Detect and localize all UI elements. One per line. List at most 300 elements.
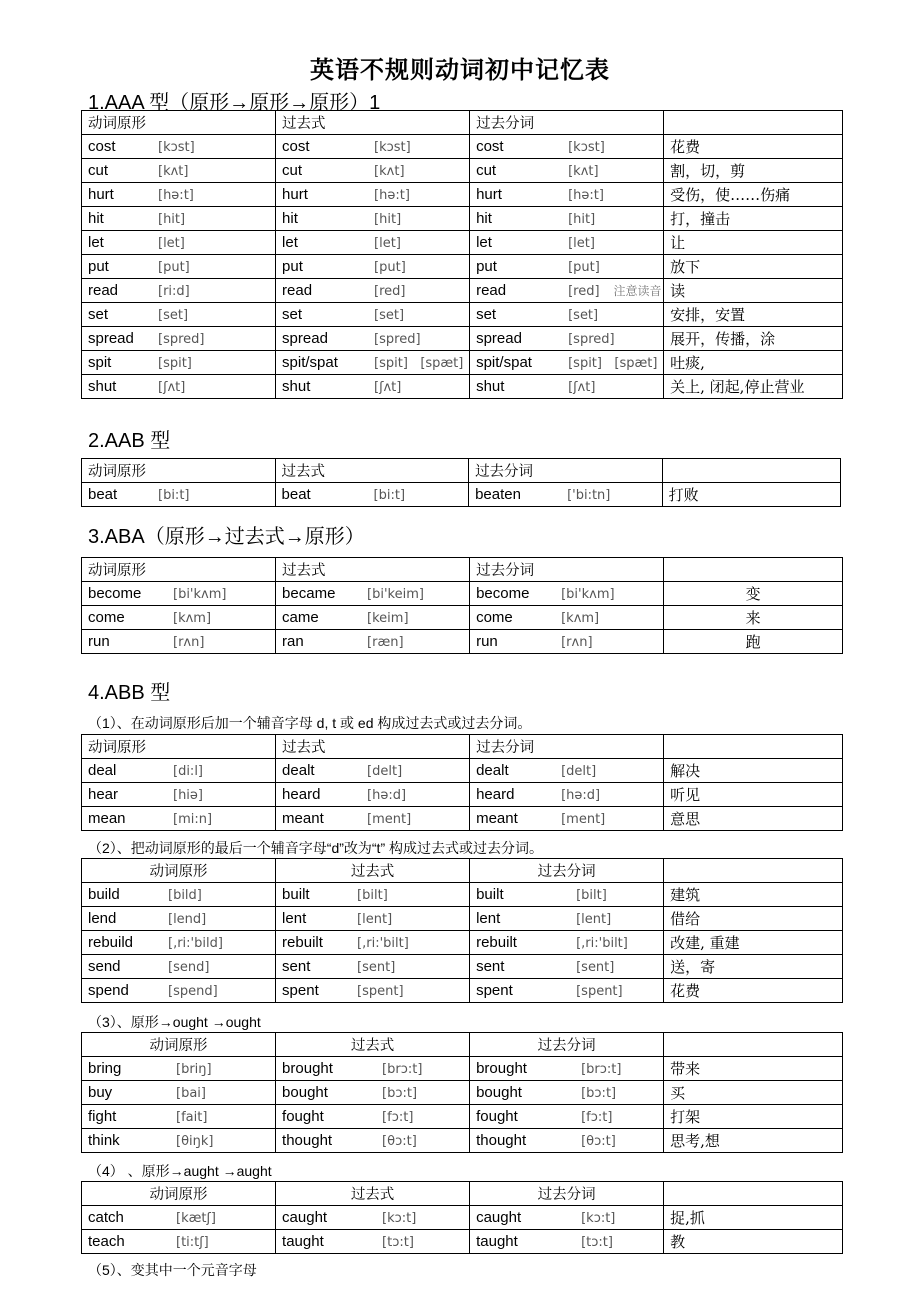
phonetic: [kʌt] <box>374 164 405 179</box>
verb-cell <box>82 783 276 807</box>
verb-cell <box>276 1230 470 1254</box>
column-header <box>664 735 843 759</box>
table-header-row <box>82 1182 843 1206</box>
meaning-cell: 让 <box>664 231 843 255</box>
verb-word: fight <box>88 1108 117 1125</box>
verb-word: cost <box>476 138 504 155</box>
verb-word: set <box>282 306 303 323</box>
meaning-cell: 割，切，剪 <box>664 159 843 183</box>
verb-cell <box>276 1129 470 1153</box>
meaning-cell: 安排，安置 <box>664 303 843 327</box>
phonetic: [bi'keim] <box>367 587 424 602</box>
verb-cell <box>82 606 276 630</box>
verb-cell <box>82 1057 276 1081</box>
verb-cell <box>82 1129 276 1153</box>
table-row <box>82 606 843 630</box>
verb-cell <box>82 1206 276 1230</box>
phonetic: [θiŋk] <box>176 1134 214 1149</box>
verb-cell <box>82 1105 276 1129</box>
verb-word: brought <box>282 1060 333 1077</box>
phonetic: [,ri:'bild] <box>168 936 223 951</box>
phonetic: [θɔ:t] <box>382 1134 417 1149</box>
verb-word: heard <box>282 786 321 803</box>
verb-word: let <box>282 234 298 251</box>
verb-cell <box>470 759 664 783</box>
verb-cell <box>82 207 276 231</box>
phonetic: [set] <box>158 308 189 323</box>
verb-word: beat <box>281 486 311 503</box>
verb-table-abb-3 <box>81 1032 843 1153</box>
verb-cell <box>276 303 470 327</box>
phonetic: [put] <box>568 260 600 275</box>
verb-word: build <box>88 886 120 903</box>
verb-cell <box>276 1057 470 1081</box>
verb-cell <box>276 135 470 159</box>
phonetic: [put] <box>158 260 190 275</box>
verb-cell <box>276 1105 470 1129</box>
verb-cell <box>276 1206 470 1230</box>
verb-cell <box>82 375 276 399</box>
verb-word: heard <box>476 786 515 803</box>
phonetic: [send] <box>168 960 210 975</box>
verb-word: teach <box>88 1233 125 1250</box>
verb-cell <box>276 606 470 630</box>
phonetic: [hit] <box>158 212 186 227</box>
verb-cell <box>470 907 664 931</box>
phonetic: [bai] <box>176 1086 206 1101</box>
verb-word: hurt <box>476 186 502 203</box>
verb-word: mean <box>88 810 126 827</box>
verb-word: hurt <box>282 186 308 203</box>
meaning-cell: 打败 <box>662 483 840 507</box>
phonetic: [spit] [spæt] <box>374 356 464 371</box>
phonetic: [ment] <box>561 812 606 827</box>
phonetic: [ri:d] <box>158 284 190 299</box>
phonetic: [ti:tʃ] <box>176 1235 209 1250</box>
verb-word: shut <box>476 378 505 395</box>
phonetic: [red] <box>568 284 600 299</box>
phonetic: [ment] <box>367 812 412 827</box>
meaning-cell: 买 <box>664 1081 843 1105</box>
verb-word: set <box>476 306 497 323</box>
verb-word: shut <box>88 378 117 395</box>
note-abb-2: （2）、把动词原形的最后一个辅音字母“d”改为“t” 构成过去式或过去分词。 <box>88 840 543 856</box>
note-abb-5: （5）、变其中一个元音字母 <box>88 1262 257 1278</box>
verb-word: send <box>88 958 121 975</box>
verb-word: let <box>476 234 492 251</box>
table-row <box>82 759 843 783</box>
phonetic: [spred] <box>158 332 205 347</box>
table-row <box>82 931 843 955</box>
phonetic: ['bi:tn] <box>567 488 611 503</box>
table-row <box>82 327 843 351</box>
section-heading-aaa: 1.AAA 型（原形→原形→原形）1 <box>88 92 381 114</box>
column-header: 过去分词 <box>470 735 664 759</box>
verb-word: run <box>88 633 110 650</box>
column-header: 过去式 <box>276 558 470 582</box>
table-row <box>82 159 843 183</box>
meaning-cell: 建筑 <box>664 883 843 907</box>
verb-word: became <box>282 585 336 602</box>
phonetic: [spent] <box>576 984 623 999</box>
phonetic: [,ri:'bilt] <box>576 936 628 951</box>
phonetic: [rʌn] <box>561 635 593 650</box>
table-header-row <box>82 735 843 759</box>
meaning-cell: 改建, 重建 <box>664 931 843 955</box>
phonetic: [tɔ:t] <box>382 1235 414 1250</box>
column-header <box>664 859 843 883</box>
verb-word: beat <box>88 486 118 503</box>
verb-table-aab <box>81 458 841 507</box>
phonetic: [briŋ] <box>176 1062 212 1077</box>
verb-word: caught <box>282 1209 328 1226</box>
phonetic: [hə:t] <box>158 188 194 203</box>
phonetic: [delt] <box>367 764 403 779</box>
verb-cell <box>82 303 276 327</box>
note-abb-4: （4） 、原形→aught →aught <box>88 1163 272 1179</box>
verb-word: thought <box>282 1132 333 1149</box>
verb-cell <box>276 582 470 606</box>
verb-word: lent <box>282 910 307 927</box>
phonetic: [brɔ:t] <box>581 1062 622 1077</box>
verb-cell <box>470 159 664 183</box>
verb-cell <box>276 351 470 375</box>
phonetic: [hə:d] <box>367 788 407 803</box>
verb-word: spread <box>88 330 134 347</box>
verb-cell <box>82 759 276 783</box>
meaning-cell: 教 <box>664 1230 843 1254</box>
verb-cell <box>276 907 470 931</box>
column-header: 过去式 <box>276 735 470 759</box>
column-header <box>662 459 840 483</box>
phonetic: [hə:t] <box>568 188 604 203</box>
meaning-cell: 关上, 闭起,停止营业 <box>664 375 843 399</box>
column-header <box>664 1182 843 1206</box>
table-row <box>82 483 841 507</box>
verb-cell <box>82 582 276 606</box>
verb-word: shut <box>282 378 311 395</box>
page-title: 英语不规则动词初中记忆表 <box>310 56 610 84</box>
verb-cell <box>82 183 276 207</box>
phonetic: [kʌm] <box>173 611 212 626</box>
column-header: 过去分词 <box>470 1182 664 1206</box>
phonetic: [rʌn] <box>173 635 205 650</box>
column-header: 过去式 <box>276 1182 470 1206</box>
verb-cell <box>470 807 664 831</box>
meaning-cell: 解决 <box>664 759 843 783</box>
verb-word: come <box>476 609 513 626</box>
verb-word: cut <box>476 162 497 179</box>
table-row <box>82 1129 843 1153</box>
verb-cell <box>470 1230 664 1254</box>
column-header: 过去式 <box>276 859 470 883</box>
verb-table-aaa <box>81 110 843 399</box>
table-row <box>82 231 843 255</box>
verb-cell <box>82 979 276 1003</box>
verb-cell <box>82 159 276 183</box>
phonetic: [kɔst] <box>158 140 195 155</box>
phonetic: [keim] <box>367 611 409 626</box>
table-row <box>82 255 843 279</box>
verb-cell <box>82 931 276 955</box>
table-header-row <box>82 1033 843 1057</box>
verb-word: caught <box>476 1209 522 1226</box>
verb-cell <box>82 1081 276 1105</box>
phonetic: [set] <box>374 308 405 323</box>
phonetic: [spend] <box>168 984 218 999</box>
column-header: 过去式 <box>275 459 469 483</box>
meaning-cell: 变 <box>664 582 843 606</box>
verb-cell <box>82 955 276 979</box>
verb-word: beaten <box>475 486 521 503</box>
verb-table-abb-1 <box>81 734 843 831</box>
phonetic: [spit] [spæt] <box>568 356 658 371</box>
verb-cell <box>276 255 470 279</box>
verb-table-abb-2 <box>81 858 843 1003</box>
column-header: 过去分词 <box>470 1033 664 1057</box>
verb-cell <box>470 183 664 207</box>
phonetic: [kætʃ] <box>176 1211 216 1226</box>
verb-word: run <box>476 633 498 650</box>
table-header-row <box>82 459 841 483</box>
verb-cell <box>470 1057 664 1081</box>
verb-word: built <box>282 886 310 903</box>
verb-word: read <box>282 282 313 299</box>
phonetic: [bi:t] <box>373 488 406 503</box>
verb-cell <box>470 351 664 375</box>
phonetic: [fɔ:t] <box>581 1110 613 1125</box>
verb-cell <box>82 135 276 159</box>
meaning-cell: 吐痰, <box>664 351 843 375</box>
verb-word: cut <box>88 162 109 179</box>
verb-word: cost <box>88 138 116 155</box>
verb-cell <box>82 255 276 279</box>
phonetic: [kʌt] <box>568 164 599 179</box>
meaning-cell: 花费 <box>664 135 843 159</box>
phonetic: [bɔ:t] <box>581 1086 617 1101</box>
meaning-cell: 花费 <box>664 979 843 1003</box>
phonetic: [kɔ:t] <box>581 1211 616 1226</box>
verb-word: fought <box>282 1108 324 1125</box>
verb-cell <box>470 1129 664 1153</box>
table-row <box>82 207 843 231</box>
verb-word: read <box>88 282 119 299</box>
verb-word: sent <box>282 958 311 975</box>
phonetic: [spred] <box>374 332 421 347</box>
phonetic: [θɔ:t] <box>581 1134 616 1149</box>
phonetic: [put] <box>374 260 406 275</box>
verb-cell <box>470 1206 664 1230</box>
verb-cell <box>470 1081 664 1105</box>
verb-word: deal <box>88 762 117 779</box>
table-row <box>82 955 843 979</box>
verb-cell <box>276 231 470 255</box>
verb-cell <box>276 931 470 955</box>
verb-cell <box>470 931 664 955</box>
phonetic: [ʃʌt] <box>568 380 596 395</box>
phonetic: [lent] <box>576 912 612 927</box>
verb-cell <box>276 207 470 231</box>
meaning-cell: 来 <box>664 606 843 630</box>
verb-word: meant <box>282 810 324 827</box>
verb-word: bought <box>476 1084 522 1101</box>
verb-word: become <box>88 585 142 602</box>
verb-cell <box>276 759 470 783</box>
phonetic: [tɔ:t] <box>581 1235 613 1250</box>
verb-cell <box>82 279 276 303</box>
column-header: 过去分词 <box>470 859 664 883</box>
verb-cell <box>276 375 470 399</box>
verb-cell <box>470 979 664 1003</box>
phonetic: [hə:d] <box>561 788 601 803</box>
table-row <box>82 1230 843 1254</box>
verb-cell <box>470 135 664 159</box>
meaning-cell: 受伤，使……伤痛 <box>664 183 843 207</box>
table-row <box>82 183 843 207</box>
verb-cell <box>470 207 664 231</box>
phonetic: [bild] <box>168 888 202 903</box>
verb-word: hear <box>88 786 119 803</box>
verb-cell <box>276 883 470 907</box>
phonetic: [hə:t] <box>374 188 410 203</box>
verb-cell <box>470 303 664 327</box>
verb-cell <box>470 327 664 351</box>
phonetic: [brɔ:t] <box>382 1062 423 1077</box>
verb-cell <box>470 630 664 654</box>
meaning-cell: 借给 <box>664 907 843 931</box>
column-header: 动词原形 <box>82 735 276 759</box>
meaning-cell: 捉,抓 <box>664 1206 843 1230</box>
phonetic: [kɔst] <box>374 140 411 155</box>
table-row <box>82 303 843 327</box>
phonetic: [,ri:'bilt] <box>357 936 409 951</box>
verb-word: spit <box>88 354 112 371</box>
verb-word: came <box>282 609 319 626</box>
verb-cell <box>470 783 664 807</box>
verb-word: become <box>476 585 530 602</box>
table-header-row <box>82 859 843 883</box>
verb-cell <box>470 606 664 630</box>
phonetic: [bi'kʌm] <box>173 587 227 602</box>
verb-word: put <box>282 258 303 275</box>
table-row <box>82 1206 843 1230</box>
verb-cell <box>470 279 664 303</box>
verb-cell <box>82 1230 276 1254</box>
table-row <box>82 883 843 907</box>
phonetic: [ræn] <box>367 635 404 650</box>
phonetic: [hit] <box>374 212 402 227</box>
verb-word: spit/spat <box>476 354 532 371</box>
verb-cell <box>82 630 276 654</box>
verb-cell <box>470 955 664 979</box>
table-row <box>82 582 843 606</box>
table-header-row <box>82 558 843 582</box>
column-header: 动词原形 <box>82 111 276 135</box>
verb-word: dealt <box>282 762 315 779</box>
verb-word: meant <box>476 810 518 827</box>
meaning-cell: 读 <box>664 279 843 303</box>
phonetic: [fɔ:t] <box>382 1110 414 1125</box>
phonetic: [spred] <box>568 332 615 347</box>
note-abb-3: （3）、原形→ought →ought <box>88 1014 261 1030</box>
verb-word: bought <box>282 1084 328 1101</box>
verb-table-aba <box>81 557 843 654</box>
meaning-cell: 送，寄 <box>664 955 843 979</box>
meaning-cell: 打，撞击 <box>664 207 843 231</box>
table-row <box>82 630 843 654</box>
phonetic: [bilt] <box>576 888 607 903</box>
column-header <box>664 558 843 582</box>
verb-cell <box>276 183 470 207</box>
phonetic: [spit] <box>158 356 192 371</box>
verb-cell <box>470 1105 664 1129</box>
section-heading-aab: 2.AAB 型 <box>88 430 171 452</box>
verb-word: buy <box>88 1084 113 1101</box>
meaning-cell: 展开，传播，涂 <box>664 327 843 351</box>
verb-word: read <box>476 282 507 299</box>
phonetic: [let] <box>374 236 401 251</box>
phonetic: [kʌm] <box>561 611 600 626</box>
verb-cell <box>82 483 276 507</box>
meaning-cell: 意思 <box>664 807 843 831</box>
verb-word: lent <box>476 910 501 927</box>
phonetic: [bilt] <box>357 888 388 903</box>
phonetic: [bi'kʌm] <box>561 587 615 602</box>
verb-cell <box>276 630 470 654</box>
verb-word: let <box>88 234 104 251</box>
verb-word: spread <box>476 330 522 347</box>
verb-cell <box>276 279 470 303</box>
column-header: 动词原形 <box>82 558 276 582</box>
table-row <box>82 907 843 931</box>
phonetic: [let] <box>568 236 595 251</box>
verb-word: hit <box>476 210 492 227</box>
phonetic: [ʃʌt] <box>158 380 186 395</box>
phonetic: [hiə] <box>173 788 203 803</box>
column-header: 动词原形 <box>82 1033 276 1057</box>
phonetic: [hit] <box>568 212 596 227</box>
verb-word: fought <box>476 1108 518 1125</box>
note-abb-1: （1）、在动词原形后加一个辅音字母 d, t 或 ed 构成过去式或过去分词。 <box>88 715 532 731</box>
table-header-row <box>82 111 843 135</box>
verb-word: put <box>88 258 109 275</box>
pronunciation-note: 注意读音 <box>613 284 662 298</box>
verb-word: spit/spat <box>282 354 338 371</box>
verb-word: brought <box>476 1060 527 1077</box>
phonetic: [sent] <box>576 960 615 975</box>
meaning-cell: 带来 <box>664 1057 843 1081</box>
verb-cell <box>82 807 276 831</box>
verb-word: come <box>88 609 125 626</box>
verb-word: ran <box>282 633 304 650</box>
phonetic: [kʌt] <box>158 164 189 179</box>
table-row <box>82 135 843 159</box>
verb-cell <box>469 483 663 507</box>
verb-cell <box>275 483 469 507</box>
verb-word: sent <box>476 958 505 975</box>
column-header <box>664 111 843 135</box>
meaning-cell: 跑 <box>664 630 843 654</box>
phonetic: [ʃʌt] <box>374 380 402 395</box>
column-header: 过去分词 <box>470 111 664 135</box>
table-row <box>82 351 843 375</box>
verb-cell <box>276 979 470 1003</box>
section-heading-abb: 4.ABB 型 <box>88 682 171 704</box>
verb-word: think <box>88 1132 120 1149</box>
verb-word: hurt <box>88 186 114 203</box>
table-row <box>82 375 843 399</box>
phonetic: [kɔst] <box>568 140 605 155</box>
